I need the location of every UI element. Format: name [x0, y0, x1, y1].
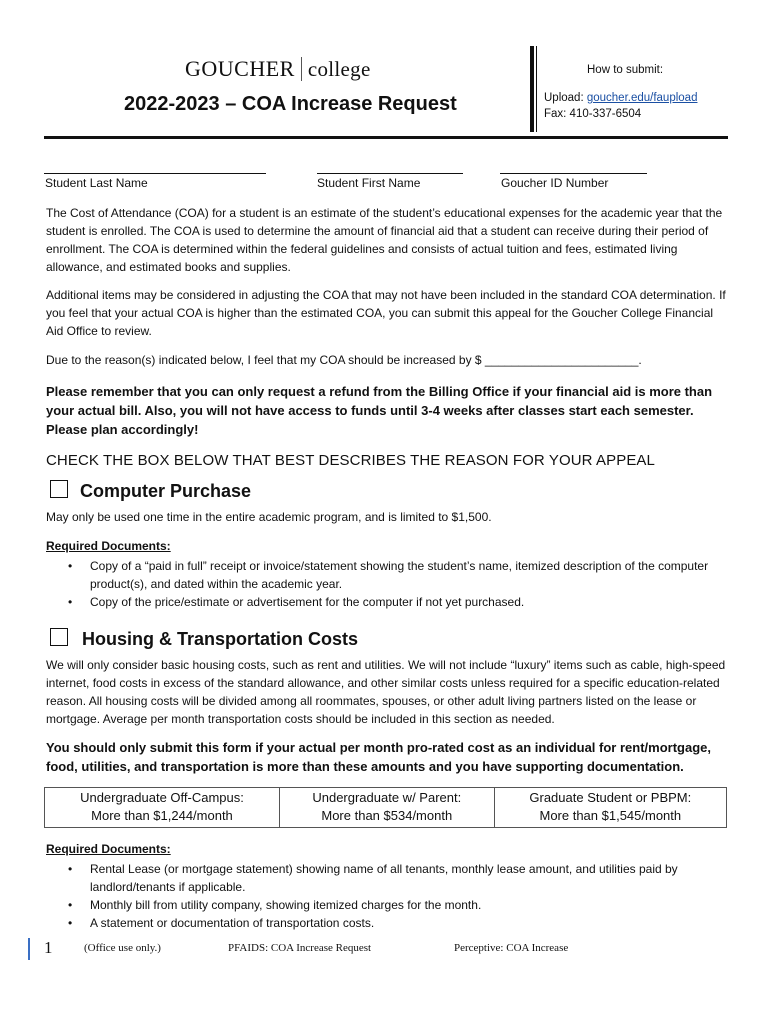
threshold-cell: Graduate Student or PBPM: More than $1,545/month: [494, 788, 726, 828]
list-item: • Copy of the price/estimate or advertisement for the computer if not yet purchased.: [68, 595, 525, 609]
list-item: • Copy of a “paid in full” receipt or invoice/statement showing the student’s name, itemized description of the computer product(s), and dated within the academic year.: [68, 559, 709, 591]
header-divider-thin: [536, 46, 537, 132]
computer-purchase-description: May only be used one time in the entire academic program, and is limited to $1,500.: [46, 510, 492, 524]
upload-label: Upload:: [544, 92, 584, 104]
appeal-paragraph: Additional items may be considered in adjusting the COA that may not have been included in the standard COA determination. If you feel that your actual COA is higher than the estimated COA, you can submit this appeal for the Goucher College Financial Aid Office to review.: [46, 288, 726, 338]
perceptive-label: Perceptive: COA Increase: [454, 942, 569, 954]
computer-required-docs-label: Required Documents:: [46, 539, 171, 553]
upload-link[interactable]: goucher.edu/faupload: [586, 92, 698, 104]
housing-required-docs-list: [46, 860, 728, 932]
logo-divider: [301, 57, 302, 81]
upload-line: [544, 92, 697, 104]
computer-purchase-title: Computer Purchase: [80, 481, 252, 501]
first-name-label: Student First Name: [317, 176, 421, 190]
bullet: •: [68, 916, 73, 930]
computer-required-docs-list: [46, 557, 728, 611]
first-name-field[interactable]: [317, 173, 463, 174]
page-number: 1: [44, 938, 53, 957]
how-to-submit: How to submit:: [587, 64, 664, 76]
housing-transportation-title: Housing & Transportation Costs: [82, 629, 359, 649]
bullet: •: [68, 862, 73, 876]
bullet: •: [68, 898, 73, 912]
threshold-cell: Undergraduate w/ Parent: More than $534/month: [279, 788, 494, 828]
goucher-id-field[interactable]: [500, 173, 647, 174]
bullet: •: [68, 595, 73, 609]
bullet: •: [68, 559, 73, 573]
logo-wordmark: GOUCHER: [185, 56, 295, 81]
housing-required-docs-label: Required Documents:: [46, 842, 171, 856]
goucher-id-label: Goucher ID Number: [501, 176, 609, 190]
footer-accent-bar: [28, 938, 30, 960]
fax-number: Fax: 410-337-6504: [544, 108, 642, 120]
last-name-field[interactable]: [44, 173, 266, 174]
last-name-label: Student Last Name: [45, 176, 148, 190]
list-item: • Monthly bill from utility company, showing itemized charges for the month.: [68, 898, 482, 912]
office-use-note: (Office use only.): [84, 942, 161, 954]
refund-warning: Please remember that you can only request a refund from the Billing Office if your financial aid is more than your actual bill. Also, you will not have access to funds until 3-4 weeks after classes start each semester. Please plan accordingly!: [46, 384, 713, 437]
table-row: [45, 788, 727, 828]
header-divider-thick: [530, 46, 534, 132]
goucher-logo: [185, 56, 371, 82]
coa-definition-paragraph: The Cost of Attendance (COA) for a student is an estimate of the student’s educational expenses for the academic year that the student is enrolled. The COA is used to determine the amount of financial aid that a student can receive during their period of enrollment. The COA is determined within the federal guidelines and consists of actual tuition and fees, estimated living allowance, and estimated books and supplies.: [46, 206, 723, 274]
housing-thresholds-table: [44, 787, 727, 828]
housing-description: We will only consider basic housing costs, such as rent and utilities. We will not include “luxury” items such as cable, high-speed internet, food costs in excess of the standard allowance, and other similar costs unless required for a specific education-related reason. All housing costs will be divided among all roommates, spouses, or other adult living partners listed on the lease or mortgage. Average per month transportation costs should be included in this section as needed.: [46, 658, 726, 726]
check-box-heading: CHECK THE BOX BELOW THAT BEST DESCRIBES THE REASON FOR YOUR APPEAL: [46, 452, 655, 469]
logo-college: college: [307, 57, 371, 81]
housing-eligibility-note: You should only submit this form if your actual per month pro-rated cost as an individual for rent/mortgage, food, utilities, and transportation is more than these amounts and you have supporting documentation.: [46, 740, 711, 774]
threshold-cell: Undergraduate Off-Campus: More than $1,244/month: [45, 788, 280, 828]
list-item: • Rental Lease (or mortgage statement) showing name of all tenants, monthly lease amount, and utilities paid by landlord/tenants if applicable.: [68, 862, 678, 894]
pfaids-label: PFAIDS: COA Increase Request: [228, 942, 372, 954]
header-rule: [44, 136, 728, 139]
computer-purchase-checkbox[interactable]: [50, 480, 68, 498]
list-item: • A statement or documentation of transportation costs.: [68, 916, 375, 930]
increase-amount-line: Due to the reason(s) indicated below, I feel that my COA should be increased by $ _______________________.: [46, 353, 642, 367]
page-title: 2022-2023 – COA Increase Request: [124, 93, 457, 115]
housing-transportation-checkbox[interactable]: [50, 628, 68, 646]
